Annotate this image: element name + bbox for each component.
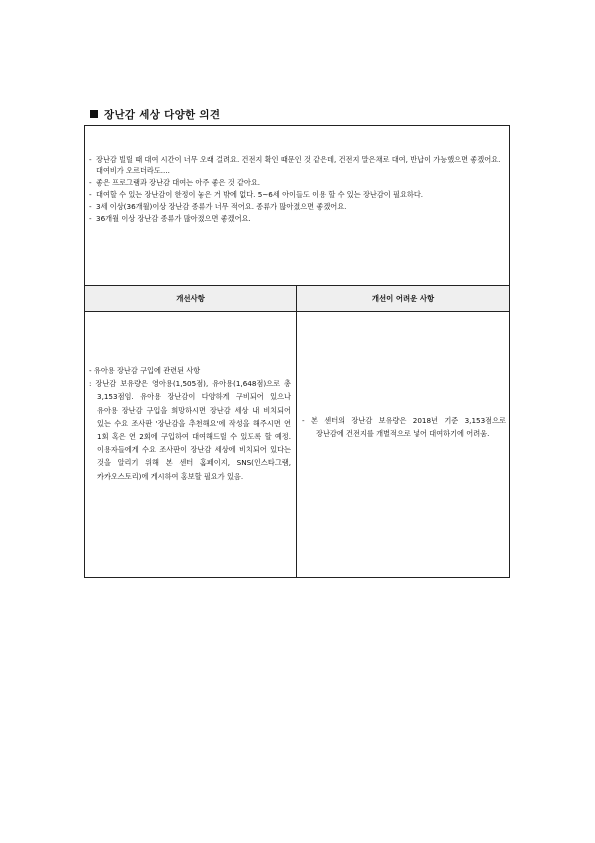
header-difficult-items: 개선이 어려운 사항 (371, 294, 435, 303)
opinion-item (89, 190, 507, 201)
opinion-text: 좋은 프로그램과 장난감 대여는 아주 좋은 것 같아요. (96, 177, 261, 187)
dash-bullet-icon: - (89, 177, 92, 187)
header-improvements: 개선사항 (176, 294, 205, 303)
opinion-item (89, 155, 507, 176)
difficult-items-cell: - 본 센터의 장난감 보유량은 2018년 기준 3,153점으로 장난감에 건전지를 개별적으로 넣어 대여하기에 어려움. (302, 416, 506, 439)
improvement-table (84, 285, 510, 578)
dash-bullet-icon: - (89, 213, 92, 223)
opinion-item (89, 202, 507, 213)
table-header-row (85, 286, 509, 312)
opinion-text: 대여할 수 있는 장난감이 한정이 놓은 거 밖에 없다. 5~6세 아이들도 이용 할 수 있는 장난감이 필요하다. (96, 189, 424, 199)
section-heading-text: 장난감 세상 다양한 의견 (104, 109, 221, 121)
improvements-cell (89, 364, 291, 483)
opinion-text: 3세 이상(36개월)이상 장난감 종류가 너무 적어요. 종류가 많아졌으면 좋겠어요. (96, 201, 347, 211)
opinion-item (89, 214, 507, 225)
improvements-lead: - 유아용 장난감 구입에 관련된 사항 (89, 366, 201, 375)
dash-bullet-icon: - (89, 201, 92, 211)
square-bullet-icon (90, 110, 98, 118)
dash-bullet-icon: - (89, 189, 92, 199)
opinion-item (89, 178, 507, 189)
opinion-text: 장난감 빌릴 때 대여 시간이 너무 오래 걸려요. 건전지 확인 때문인 것 같은데, 건전지 말은채로 대여, 반납이 가능했으면 좋겠어요. 대여비가 오르더라도.... (96, 155, 501, 175)
section-heading (90, 107, 220, 122)
opinion-list (89, 155, 507, 226)
dash-bullet-icon: - (89, 155, 92, 164)
improvements-body: : 장난감 보유량은 영아용(1,505점), 유아용(1,648점)으로 총 3,153점임. 유아용 장난감이 다양하게 구비되어 있으나 유아용 장난감 구입을 희망하시면 장난감 세상 내 비치되어 있는 수요 조사판 '장난감을 추천해요'에 작성을 해주시면 연 1회 혹은 연 2회에 구입하여 대여해드릴 수 있도록 할 예정. 이용자들에게 수요 조사판이 장난감 세상에 비치되어 있다는 것을 알리기 위해 본 센터 홈페이지, SNS(인스타그램, 카카오스토리)에 게시하여 홍보할 필요가 있음. (89, 379, 291, 481)
opinion-box (84, 125, 510, 286)
column-divider (296, 286, 297, 577)
opinion-text: 36개월 이상 장난감 종류가 많아졌으면 좋겠어요. (96, 213, 251, 223)
